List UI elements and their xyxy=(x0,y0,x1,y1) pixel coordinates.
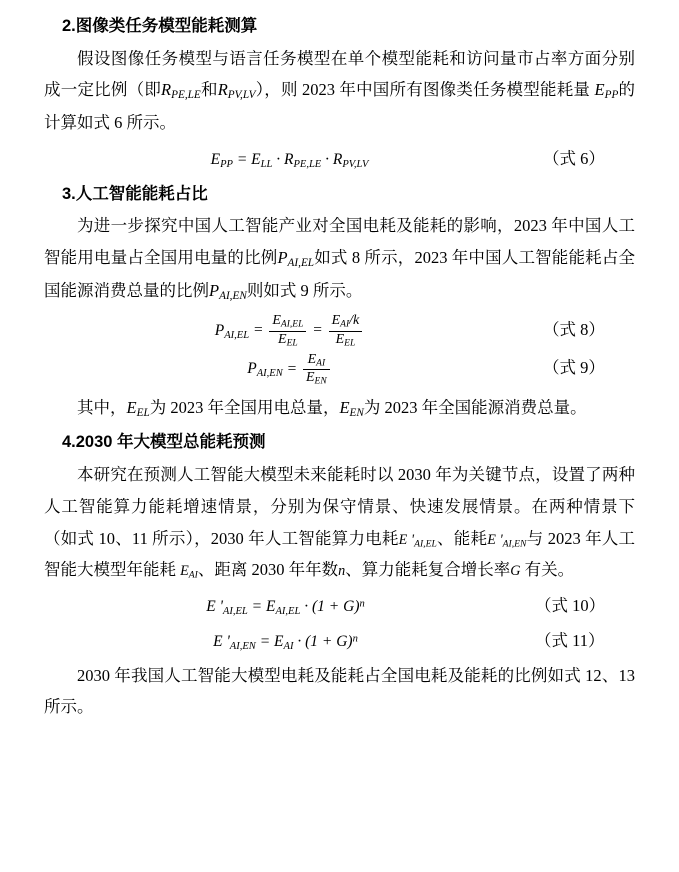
symbol-letter: G xyxy=(510,563,521,580)
symbol-letter: P xyxy=(209,280,220,300)
equation-10-body xyxy=(44,594,527,621)
symbol-letter: E xyxy=(266,597,276,615)
fraction-eai-el-over-eel xyxy=(269,313,306,349)
fraction-numerator xyxy=(329,313,363,332)
symbol-letter: E xyxy=(272,313,281,329)
symbol-letter: E xyxy=(339,397,350,417)
symbol-letter: E xyxy=(307,351,317,367)
symbol-subscript: PE,LE xyxy=(293,158,322,170)
symbol-letter: E xyxy=(331,313,341,329)
fraction-denominator xyxy=(329,332,363,350)
symbol-letter: E ' xyxy=(398,531,415,548)
text-fragment: 的计算如式 6 所示。 xyxy=(44,80,636,133)
text-fragment: 、能耗 xyxy=(436,528,488,548)
equation-operator: = xyxy=(255,632,275,650)
symbol-letter: E xyxy=(180,563,189,580)
equation-11-body xyxy=(44,629,527,656)
equation-operator: = xyxy=(232,150,252,168)
equation-term xyxy=(215,322,249,339)
equation-term xyxy=(333,151,369,168)
fraction-denominator xyxy=(303,370,330,388)
text-fragment: 为 2023 年全国用电总量， xyxy=(149,397,340,417)
text-fragment: 其中， xyxy=(77,397,127,417)
symbol-subscript: AI,EL xyxy=(275,605,301,617)
equation-term xyxy=(251,151,272,168)
equation-term xyxy=(247,360,283,380)
symbol-letter: G xyxy=(336,632,348,650)
symbol-letter: E xyxy=(335,331,345,347)
equation-term xyxy=(213,633,256,650)
text-fragment: 为 2023 年全国能源消费总量。 xyxy=(363,397,587,417)
equation-8-row xyxy=(44,313,635,349)
symbol-letter: E ' xyxy=(487,531,503,548)
text-fragment: 与 2023 年人工智能大模型年能耗 xyxy=(44,528,636,580)
symbol-subscript: AI,EL xyxy=(222,605,248,617)
equation-operator: · xyxy=(321,150,333,168)
symbol-subscript: AI xyxy=(316,358,326,369)
symbol-letter: E xyxy=(251,150,261,168)
text-fragment: ），则 2023 年中国所有图像类任务模型能耗量 xyxy=(255,80,595,100)
symbol-subscript: EN xyxy=(349,406,364,419)
symbol-letter: G xyxy=(343,597,355,615)
text-fragment: 则如式 9 所示。 xyxy=(246,280,363,300)
symbol-e-prime-ai-en xyxy=(487,532,526,548)
equation-term xyxy=(206,598,248,615)
section-heading-4: 4.2030 年大模型总能耗预测 xyxy=(62,433,266,452)
symbol-letter: E xyxy=(274,632,284,650)
section-4-trailing-paragraph: 2030 年我国人工智能大模型电耗及能耗占全国电耗及能耗的比例如式 12、13 所示。 xyxy=(44,665,635,717)
text-fragment: 、算力能耗复合增长率 xyxy=(345,560,511,580)
equation-8-number: （式 8） xyxy=(543,319,605,339)
symbol-subscript: AI,EL xyxy=(280,320,304,331)
text-fragment: 为进一步探究中国人工智能产业对全国电耗及能耗的影响，2023 年中国人工智能用电量占全国用电量的比例 xyxy=(44,216,635,268)
symbol-letter: R xyxy=(332,150,343,168)
symbol-superscript: n xyxy=(352,633,358,644)
symbol-letter: R xyxy=(217,80,228,100)
symbol-letter: E xyxy=(305,370,315,386)
equation-10-row xyxy=(44,592,635,621)
symbol-tail: /k xyxy=(349,313,360,329)
symbol-letter: E ' xyxy=(206,597,223,615)
symbol-subscript: LL xyxy=(260,158,273,170)
equation-6-number: （式 6） xyxy=(543,148,605,168)
equation-operator: = xyxy=(282,360,301,378)
equation-term xyxy=(266,598,300,615)
equation-11-row xyxy=(44,627,635,656)
equation-paren-close: ) xyxy=(354,597,360,615)
text-fragment: 本研究在预测人工智能大模型未来能耗时以 2030 年为关键节点，设置了两种人工智能算力能耗增速情景，分别为保守情景、快速发展情景。在两种情景下（如式 10、11 所示），2030 年人工智能算力电耗 xyxy=(44,465,635,548)
equation-term xyxy=(274,633,293,650)
symbol-subscript: AI,EN xyxy=(502,538,527,550)
symbol-letter: P xyxy=(214,321,225,339)
symbol-letter: E xyxy=(278,331,287,347)
section-2-paragraph xyxy=(44,41,635,139)
equation-operator: = xyxy=(249,321,268,339)
symbol-subscript: AI,EL xyxy=(287,257,315,270)
text-fragment: 有关。 xyxy=(520,560,575,580)
equation-9-body xyxy=(44,352,535,388)
fraction-eai-over-k-over-eel xyxy=(329,313,363,349)
symbol-g xyxy=(510,563,520,579)
text-fragment: 如式 8 所示，2023 年中国人工智能能耗占全国能源消费总量的比例 xyxy=(44,248,636,300)
text-fragment: 和 xyxy=(200,80,218,100)
section-heading-3: 3.人工智能能耗占比 xyxy=(62,184,208,203)
symbol-subscript: EL xyxy=(344,338,356,349)
text-fragment: 假设图像任务模型与语言任务模型在单个模型能耗和访问量市占率方面分别成一定比例（即 xyxy=(44,48,635,100)
section-4-paragraph xyxy=(44,457,635,586)
equation-operator: = xyxy=(247,597,267,615)
equation-11-number: （式 11） xyxy=(535,630,605,650)
fraction-numerator xyxy=(269,313,306,332)
symbol-subscript: PP xyxy=(604,89,619,102)
equation-10-number: （式 10） xyxy=(535,595,606,615)
equation-8-body xyxy=(44,313,535,349)
symbol-superscript: n xyxy=(359,598,365,610)
symbol-letter: E xyxy=(126,397,137,417)
equation-term xyxy=(211,151,233,168)
equation-paren-close: ) xyxy=(347,632,353,650)
equation-operator: · xyxy=(300,597,312,615)
fraction-denominator xyxy=(269,332,306,350)
symbol-letter: P xyxy=(247,360,257,378)
equation-operator: = xyxy=(308,321,327,339)
symbol-subscript: PP xyxy=(220,158,233,170)
fraction-eai-over-een xyxy=(303,352,330,388)
symbol-letter: P xyxy=(277,248,288,268)
symbol-subscript: EL xyxy=(286,338,298,349)
equation-6-body xyxy=(44,147,535,174)
symbol-r-pe-le xyxy=(161,80,201,102)
symbol-subscript: AI,EN xyxy=(256,368,283,380)
symbol-letter: E xyxy=(594,80,605,100)
symbol-subscript: PV,LV xyxy=(342,158,369,170)
symbol-p-ai-el xyxy=(277,248,315,270)
symbol-e-en xyxy=(339,398,363,417)
text-fragment: 、距离 2030 年年数 xyxy=(197,560,339,580)
equation-6-row xyxy=(44,145,635,174)
symbol-subscript: PE,LE xyxy=(171,89,201,102)
symbol-letter: E xyxy=(210,150,221,168)
section-3-paragraph xyxy=(44,208,635,307)
equation-paren-open: (1 + xyxy=(311,597,344,615)
symbol-subscript: AI xyxy=(340,320,350,331)
symbol-subscript: EL xyxy=(136,406,150,419)
equation-operator: · xyxy=(293,632,306,650)
equation-9-row xyxy=(44,352,635,388)
fraction-numerator xyxy=(303,352,330,371)
symbol-subscript: AI,EL xyxy=(224,329,250,341)
symbol-letter: E ' xyxy=(213,632,230,650)
symbol-subscript: PV,LV xyxy=(227,89,256,102)
equation-paren-open: (1 + xyxy=(305,632,337,650)
symbol-subscript: AI xyxy=(188,569,198,581)
symbol-r-pv-lv xyxy=(217,80,256,102)
symbol-e-el xyxy=(127,398,150,417)
symbol-letter: R xyxy=(161,80,172,100)
symbol-letter: n xyxy=(338,563,346,580)
symbol-subscript: AI,EN xyxy=(229,640,256,652)
equation-operator: · xyxy=(272,150,284,168)
symbol-subscript: EN xyxy=(314,376,327,387)
section-heading-2: 2.图像类任务模型能耗测算 xyxy=(62,17,258,35)
symbol-subscript: AI xyxy=(283,640,294,652)
symbol-p-ai-en xyxy=(209,281,247,300)
equation-9-number: （式 9） xyxy=(543,358,605,378)
symbol-subscript: AI,EL xyxy=(414,538,437,550)
symbol-e-pp xyxy=(594,80,619,102)
symbol-subscript: AI,EN xyxy=(219,289,247,302)
equation-term xyxy=(284,151,321,168)
symbol-e-prime-ai-el xyxy=(399,532,437,548)
section-3-trailing-paragraph xyxy=(44,390,635,425)
symbol-e-ai xyxy=(180,563,198,579)
symbol-letter: R xyxy=(283,150,294,168)
